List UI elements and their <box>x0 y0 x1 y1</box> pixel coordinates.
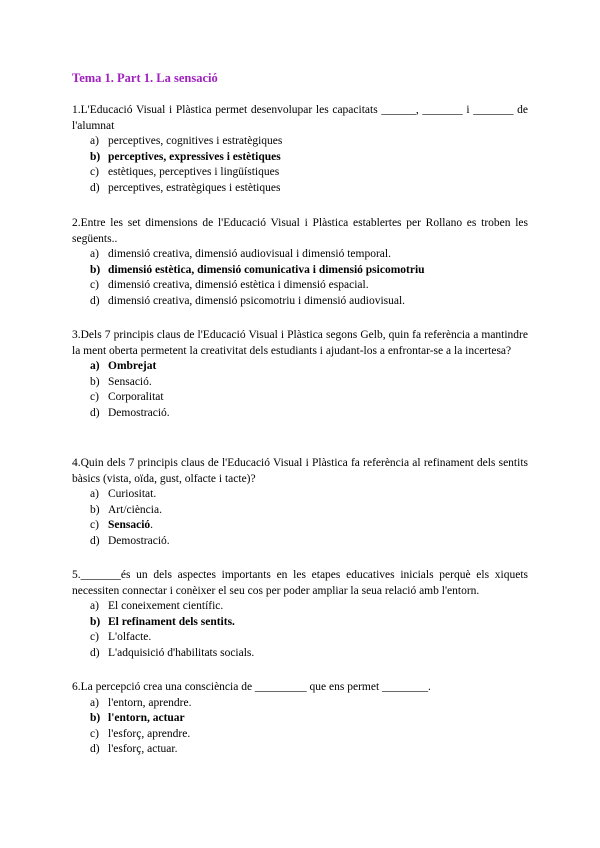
option-a <box>72 487 528 503</box>
option-b-correct <box>72 711 528 727</box>
option-d <box>72 646 528 662</box>
option-text: El coneixement científic. <box>108 600 224 612</box>
option-text: perceptives, expressives i estètiques <box>108 150 281 163</box>
option-letter: a) <box>90 600 99 612</box>
option-letter: b) <box>90 150 101 163</box>
option-c <box>72 630 528 646</box>
option-list <box>72 599 528 661</box>
question-text: 2.Entre les set dimensions de l'Educació Visual i Plàstica establertes per Rollano es troben les següents.. <box>72 217 528 245</box>
option-a <box>72 696 528 712</box>
option-text: perceptives, estratègiques i estètiques <box>108 181 281 194</box>
option-letter: c) <box>90 166 99 178</box>
option-letter: c) <box>90 391 99 403</box>
option-d <box>72 534 528 550</box>
question-3 <box>72 328 528 421</box>
option-list <box>72 134 528 196</box>
option-d <box>72 406 528 422</box>
option-a <box>72 134 528 150</box>
option-text: Sensació <box>108 519 151 531</box>
option-letter: c) <box>90 519 99 531</box>
option-text: Demostració. <box>108 406 170 419</box>
option-text: l'esforç, actuar. <box>108 743 178 755</box>
question-text: 5._______és un dels aspectes importants en les etapes educatives inicials perquè els xiquets necessiten connectar i conèixer el seu cos per poder ampliar la seua relació amb l'entorn. <box>72 569 528 597</box>
option-a <box>72 247 528 263</box>
option-a <box>72 599 528 615</box>
option-letter: a) <box>90 135 99 147</box>
option-d <box>72 294 528 310</box>
question-1 <box>72 103 528 196</box>
question-text: 6.La percepció crea una consciència de _________ que ens permet ________. <box>72 681 431 693</box>
option-b-correct <box>72 150 528 166</box>
option-letter: a) <box>90 248 99 260</box>
question-text: 3.Dels 7 principis claus de l'Educació Visual i Plàstica segons Gelb, quin fa referència a mantindre la ment oberta permetent la creativitat dels estudiants i ajudant-los a enfrontar-se a la incertesa? <box>72 329 528 357</box>
option-text: perceptives, cognitives i estratègiques <box>108 135 283 147</box>
option-list <box>72 359 528 421</box>
option-suffix: . <box>150 519 154 531</box>
option-letter: b) <box>90 712 101 724</box>
option-text: L'olfacte. <box>108 631 152 643</box>
option-text: dimensió creativa, dimensió estètica i dimensió espacial. <box>108 279 369 291</box>
option-text: l'entorn, aprendre. <box>108 696 192 709</box>
option-b-correct <box>72 615 528 631</box>
option-letter: d) <box>90 743 100 755</box>
option-list <box>72 487 528 549</box>
option-letter: d) <box>90 406 100 419</box>
option-letter: b) <box>90 615 101 628</box>
option-b-correct <box>72 263 528 279</box>
option-text: dimensió creativa, dimensió audiovisual i dimensió temporal. <box>108 248 391 260</box>
option-text: Curiositat. <box>108 488 157 500</box>
option-letter: d) <box>90 646 100 659</box>
option-text: Corporalitat <box>108 391 164 403</box>
option-text: Sensació. <box>108 375 152 388</box>
question-4 <box>72 456 528 549</box>
option-letter: d) <box>90 534 100 547</box>
option-letter: a) <box>90 696 99 709</box>
question-text: 1.L'Educació Visual i Plàstica permet desenvolupar les capacitats ______, _______ i _______ de l'alumnat <box>72 104 528 132</box>
option-b <box>72 375 528 391</box>
option-text: El refinament dels sentits. <box>108 615 235 628</box>
option-letter: a) <box>90 488 99 500</box>
option-letter: c) <box>90 279 99 291</box>
option-text: Demostració. <box>108 534 170 547</box>
option-letter: c) <box>90 727 99 740</box>
option-text: l'esforç, aprendre. <box>108 727 191 740</box>
option-c-correct <box>72 518 528 534</box>
option-d <box>72 742 528 758</box>
option-text: dimensió estètica, dimensió comunicativa i dimensió psicomotriu <box>108 263 425 276</box>
option-b <box>72 503 528 519</box>
option-c <box>72 390 528 406</box>
option-d <box>72 181 528 197</box>
option-letter: b) <box>90 503 100 516</box>
option-text: estètiques, perceptives i lingüístiques <box>108 166 280 178</box>
option-letter: c) <box>90 631 99 643</box>
option-list <box>72 247 528 309</box>
question-6 <box>72 680 528 758</box>
option-text: L'adquisició d'habilitats socials. <box>108 646 255 659</box>
option-c <box>72 278 528 294</box>
question-text: 4.Quin dels 7 principis claus de l'Educació Visual i Plàstica fa referència al refinament dels sentits bàsics (vista, oïda, gust, olfacte i tacte)? <box>72 457 528 485</box>
option-letter: a) <box>90 360 100 372</box>
option-a-correct <box>72 359 528 375</box>
option-text: l'entorn, actuar <box>108 712 185 724</box>
option-c <box>72 165 528 181</box>
document-title: Tema 1. Part 1. La sensació <box>72 71 218 85</box>
option-letter: d) <box>90 294 100 307</box>
option-list <box>72 696 528 758</box>
question-2 <box>72 216 528 309</box>
option-letter: b) <box>90 263 101 276</box>
option-letter: b) <box>90 375 100 388</box>
option-text: dimensió creativa, dimensió psicomotriu i dimensió audiovisual. <box>108 294 406 307</box>
option-text: Ombrejat <box>108 360 157 372</box>
option-letter: d) <box>90 181 100 194</box>
question-5 <box>72 568 528 661</box>
option-c <box>72 727 528 743</box>
option-text: Art/ciència. <box>108 503 162 516</box>
